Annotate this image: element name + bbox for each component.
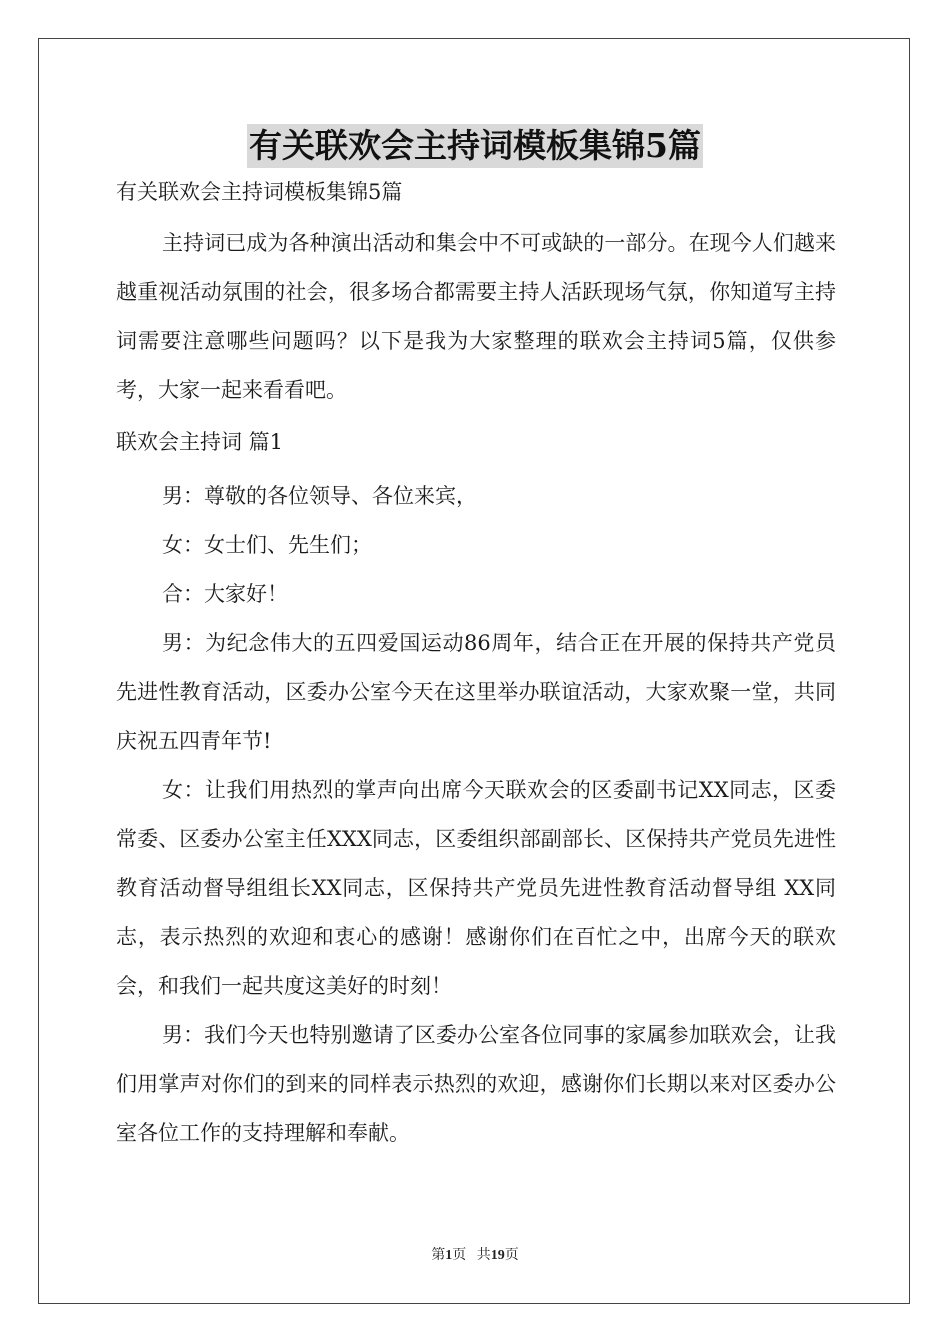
total-prefix: 共 xyxy=(476,1248,491,1263)
dialogue-paragraph: 男：尊敬的各位领导、各位来宾， xyxy=(162,484,477,508)
page-total: 19 xyxy=(490,1248,505,1263)
page-footer xyxy=(0,1246,950,1266)
page-current: 1 xyxy=(445,1248,453,1263)
section-heading: 联欢会主持词 篇1 xyxy=(116,430,284,454)
document-body xyxy=(116,178,836,1158)
dialogue-paragraph: 女：让我们用热烈的掌声向出席今天联欢会的区委副书记XX同志，区委常委、区委办公室主任XXX同志，区委组织部副部长、区保持共产党员先进性教育活动督导组组长XX同志，区保持共产党员先进性教育活动督导组 XX同志，表示热烈的欢迎和衷心的感谢！感谢你们在百忙之中，出席今天的联欢会，和我们一起共度这美好的时刻！ xyxy=(116,778,836,998)
subtitle-line: 有关联欢会主持词模板集锦5篇 xyxy=(116,180,403,204)
dialogue-paragraph: 男：为纪念伟大的五四爱国运动86周年，结合正在开展的保持共产党员先进性教育活动，区委办公室今天在这里举办联谊活动，大家欢聚一堂，共同庆祝五四青年节! xyxy=(116,631,836,753)
page-suffix: 页 xyxy=(452,1248,467,1263)
dialogue-paragraph: 女：女士们、先生们； xyxy=(162,533,372,557)
dialogue-paragraph: 合：大家好！ xyxy=(162,582,288,606)
document-title: 有关联欢会主持词模板集锦5篇 xyxy=(247,124,703,168)
page-prefix: 第 xyxy=(431,1248,446,1263)
total-suffix: 页 xyxy=(504,1248,519,1263)
document-title-wrapper xyxy=(0,124,950,168)
intro-paragraph: 主持词已成为各种演出活动和集会中不可或缺的一部分。在现今人们越来越重视活动氛围的社会，很多场合都需要主持人活跃现场气氛，你知道写主持词需要注意哪些问题吗？以下是我为大家整理的联欢会主持词5篇，仅供参考，大家一起来看看吧。 xyxy=(116,231,836,402)
dialogue-paragraph: 男：我们今天也特别邀请了区委办公室各位同事的家属参加联欢会，让我们用掌声对你们的到来的同样表示热烈的欢迎，感谢你们长期以来对区委办公室各位工作的支持理解和奉献。 xyxy=(116,1023,836,1145)
